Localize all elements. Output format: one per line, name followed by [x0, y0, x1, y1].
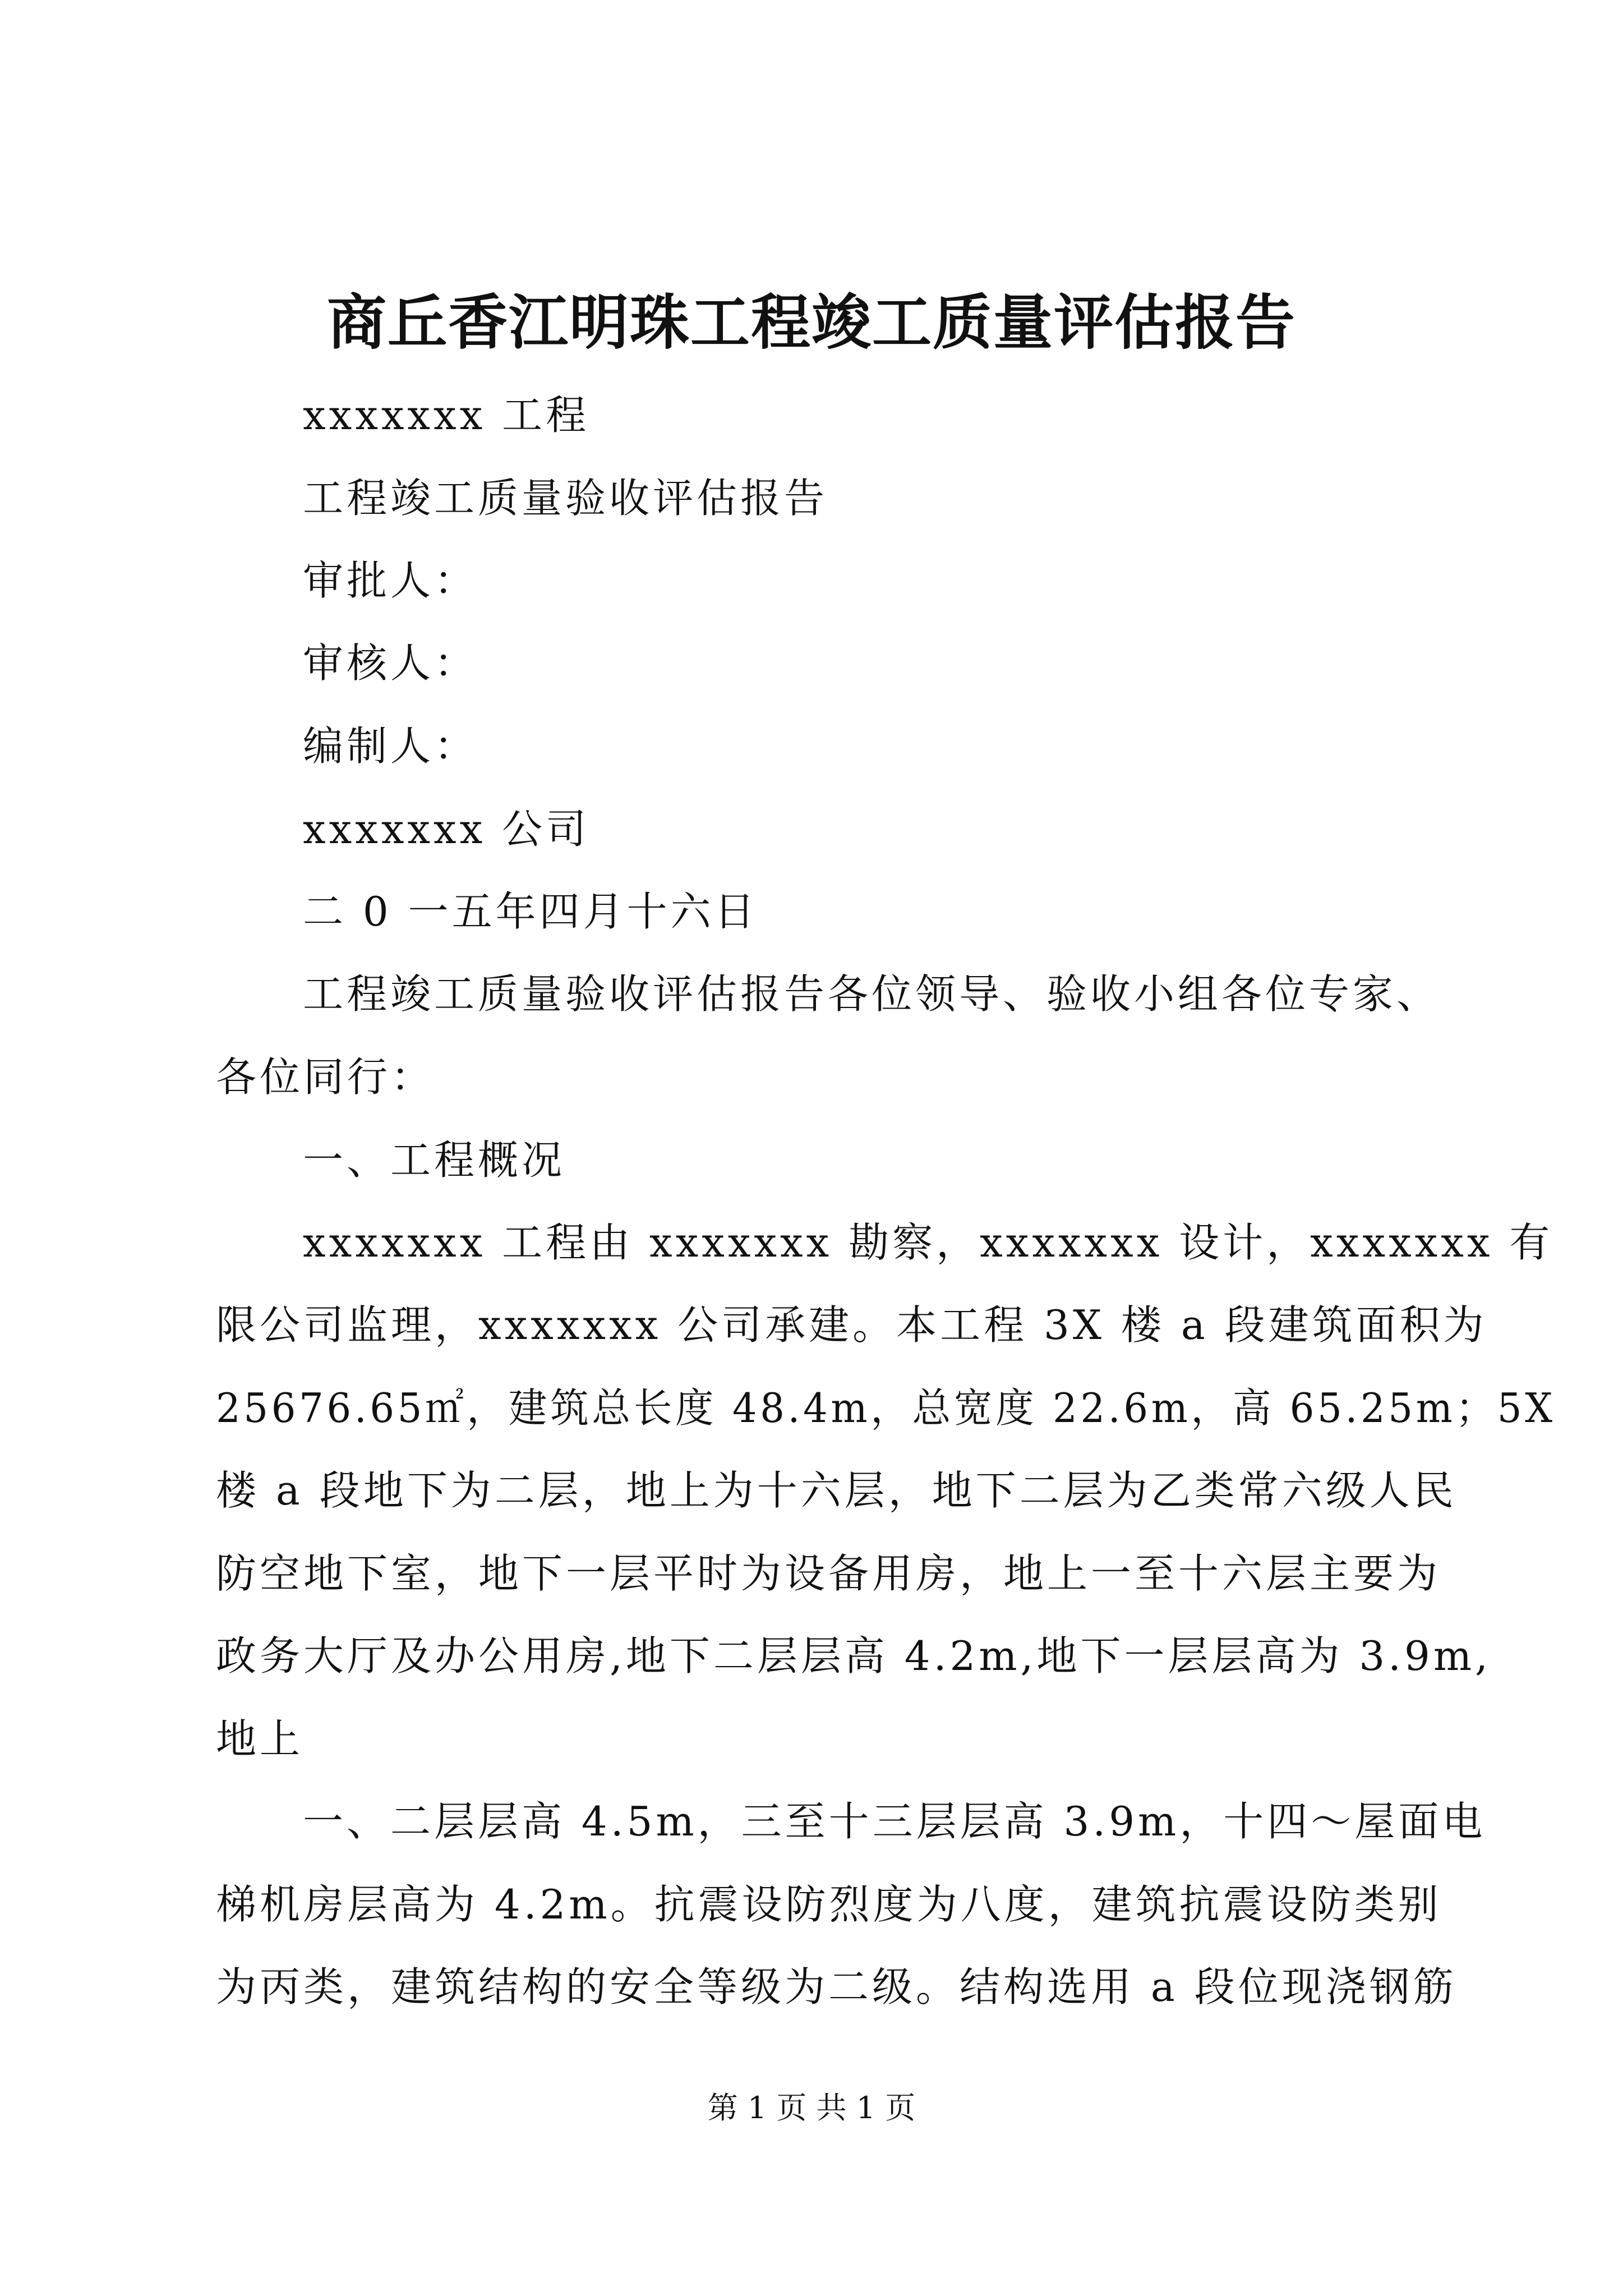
document-title: 商丘香江明珠工程竣工质量评估报告 — [327, 287, 1296, 357]
body-text-line: 政务大厅及办公用房,地下二层层高 4.2m,地下一层层高为 3.9m, — [216, 1632, 1491, 1680]
salutation-line: 工程竣工质量验收评估报告各位领导、验收小组各位专家、 — [303, 970, 1441, 1018]
body-text-line: 防空地下室，地下一层平时为设备用房，地上一至十六层主要为 — [216, 1550, 1441, 1597]
body-text-line: 为丙类，建筑结构的安全等级为二级。结构选用 a 段位现浇钢筋 — [216, 1963, 1457, 2010]
salutation-line-cont: 各位同行： — [216, 1053, 435, 1101]
project-name-line: xxxxxxx 工程 — [303, 392, 590, 439]
section-heading: 一、工程概况 — [303, 1137, 566, 1184]
body-text-line: 限公司监理，xxxxxxx 公司承建。本工程 3X 楼 a 段建筑面积为 — [216, 1301, 1487, 1349]
body-text-line: 25676.65㎡，建筑总长度 48.4m，总宽度 22.6m，高 65.25m；5X — [216, 1384, 1556, 1432]
reviewer-line: 审核人： — [303, 639, 478, 687]
body-text-line: 楼 a 段地下为二层，地上为十六层，地下二层为乙类常六级人民 — [216, 1467, 1457, 1514]
report-subtitle-line: 工程竣工质量验收评估报告 — [303, 475, 828, 522]
company-line: xxxxxxx 公司 — [303, 806, 590, 853]
body-text-line: 地上 — [216, 1715, 304, 1763]
compiler-line: 编制人： — [303, 723, 478, 770]
body-text-line: xxxxxxx 工程由 xxxxxxx 勘察，xxxxxxx 设计，xxxxxxx 有 — [303, 1219, 1553, 1266]
body-text-line: 一、二层层高 4.5m，三至十三层层高 3.9m，十四～屋面电 — [303, 1798, 1486, 1845]
page-footer: 第 1 页 共 1 页 — [707, 2090, 916, 2125]
date-line: 二 0 一五年四月十六日 — [303, 888, 758, 935]
body-text-line: 梯机房层高为 4.2m。抗震设防烈度为八度，建筑抗震设防类别 — [216, 1881, 1442, 1928]
approver-line: 审批人： — [303, 557, 478, 604]
